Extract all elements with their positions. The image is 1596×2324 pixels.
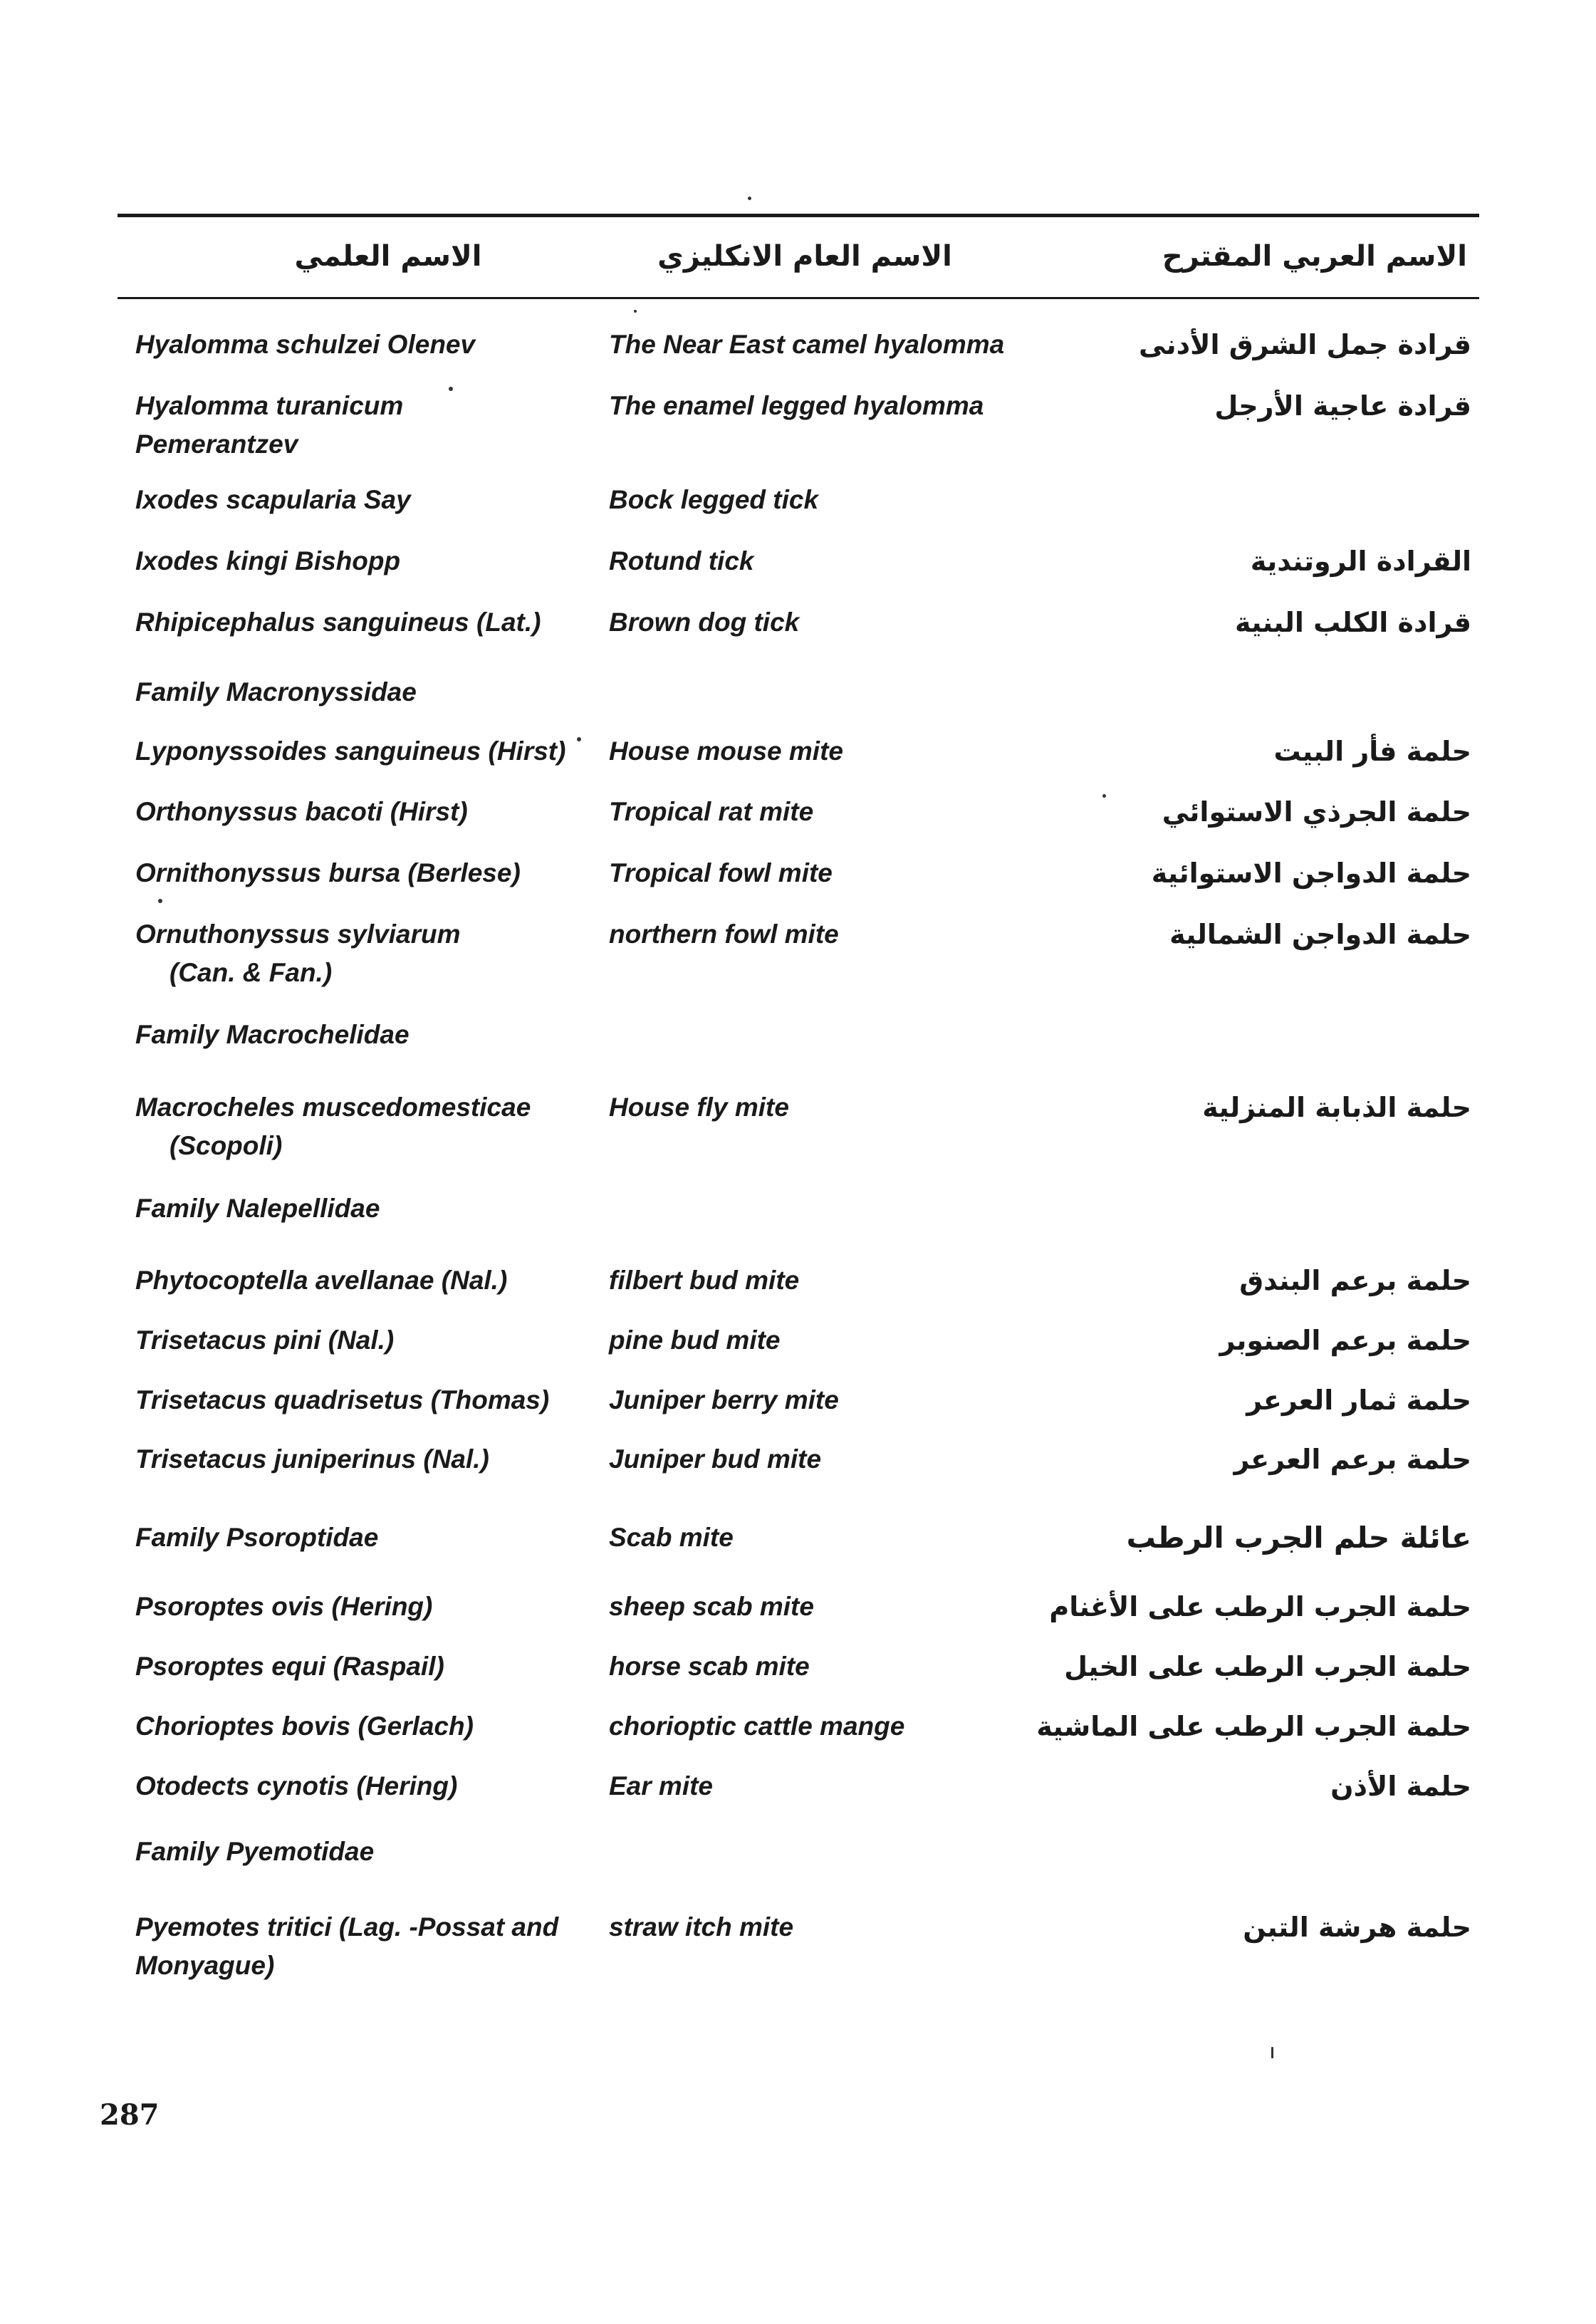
header-english-name: الاسم العام الانكليزي: [657, 240, 952, 273]
scientific-name-line1: Trisetacus quadrisetus (Thomas): [135, 1385, 550, 1414]
family-name-text: Family Macronyssidae: [135, 677, 417, 707]
header-scientific-name: الاسم العلمي: [294, 240, 482, 273]
scientific-name: [135, 915, 577, 992]
family-arabic-name: عائلة حلم الجرب الرطب: [1126, 1521, 1471, 1555]
arabic-name: القرادة الروتندية: [1250, 546, 1471, 577]
english-name: The Near East camel hyalomma: [609, 330, 1005, 359]
family-name: [135, 1016, 577, 1054]
english-name: horse scab mite: [609, 1652, 810, 1681]
scientific-name-line1: Ornuthonyssus sylviarum: [135, 919, 461, 949]
scientific-name-line2: Pemerantzev: [135, 429, 298, 459]
scientific-name: [135, 542, 577, 580]
family-name-text: Family Nalepellidae: [135, 1194, 380, 1223]
scan-speck: [748, 197, 751, 200]
english-name: straw itch mite: [609, 1912, 794, 1942]
arabic-name: حلمة الجرب الرطب على الخيل: [1064, 1651, 1471, 1682]
family-name: [135, 1189, 577, 1228]
scan-speck: [1271, 2047, 1273, 2058]
english-name: Rotund tick: [609, 546, 754, 575]
scientific-name-line1: Hyalomma turanicum: [135, 391, 404, 420]
english-name: Juniper berry mite: [609, 1385, 839, 1414]
arabic-name: حلمة الدواجن الاستوائية: [1151, 858, 1471, 889]
arabic-name: حلمة برعم العرعر: [1233, 1444, 1471, 1475]
scientific-name: [135, 1321, 577, 1360]
scientific-name: [135, 854, 577, 892]
header-arabic-name: الاسم العربي المقترح: [1162, 240, 1467, 273]
family-english-name: Scab mite: [609, 1523, 734, 1552]
english-name: Tropical rat mite: [609, 797, 814, 826]
arabic-name: حلمة الذبابة المنزلية: [1202, 1092, 1471, 1123]
scientific-name-line1: Ixodes kingi Bishopp: [135, 546, 401, 575]
scientific-name: [135, 1647, 577, 1686]
page-number: 287: [100, 2098, 160, 2132]
arabic-name: حلمة الدواجن الشمالية: [1169, 919, 1471, 950]
scientific-name: [135, 603, 577, 642]
arabic-name: حلمة الجرب الرطب على الأغنام: [1049, 1591, 1471, 1622]
arabic-name: حلمة الأذن: [1330, 1771, 1471, 1802]
arabic-name: قرادة الكلب البنية: [1235, 607, 1471, 638]
english-name: sheep scab mite: [609, 1592, 814, 1621]
scientific-name-line1: Ixodes scapularia Say: [135, 485, 411, 514]
scientific-name: [135, 1381, 577, 1419]
arabic-name: حلمة هرشة التبن: [1243, 1912, 1471, 1943]
scientific-name-line1: Chorioptes bovis (Gerlach): [135, 1711, 474, 1741]
scientific-name: [135, 1440, 577, 1479]
english-name: Juniper bud mite: [609, 1444, 822, 1474]
english-name: Brown dog tick: [609, 608, 800, 637]
english-name: House mouse mite: [609, 736, 843, 766]
scan-speck: [577, 737, 581, 741]
english-name: chorioptic cattle mange: [609, 1711, 905, 1741]
scientific-name-line1: Otodects cynotis (Hering): [135, 1771, 458, 1801]
scientific-name: [135, 1707, 577, 1746]
scientific-name-line1: Phytocoptella avellanae (Nal.): [135, 1266, 508, 1295]
english-name: The enamel legged hyalomma: [609, 391, 984, 420]
arabic-name: حلمة الجرب الرطب على الماشية: [1036, 1711, 1471, 1742]
scientific-name-line1: Rhipicephalus sanguineus (Lat.): [135, 608, 541, 637]
family-name: [135, 1518, 577, 1557]
scientific-name-line1: Lyponyssoides sanguineus (Hirst): [135, 736, 566, 766]
header-rule: [118, 297, 1479, 299]
scientific-name: [135, 1088, 577, 1165]
scientific-name: [135, 1767, 577, 1805]
scientific-name: [135, 732, 577, 771]
scan-speck: [449, 387, 453, 391]
english-name: Ear mite: [609, 1771, 714, 1801]
top-rule: [118, 214, 1479, 217]
english-name: Bock legged tick: [609, 485, 819, 514]
english-name: filbert bud mite: [609, 1266, 800, 1295]
arabic-name: حلمة فأر البيت: [1273, 736, 1471, 767]
scan-speck: [1102, 794, 1106, 798]
english-name: northern fowl mite: [609, 919, 839, 949]
arabic-name: حلمة برعم الصنوبر: [1219, 1325, 1471, 1356]
arabic-name: حلمة ثمار العرعر: [1246, 1385, 1471, 1416]
scientific-name-line1: Macrocheles muscedomesticae: [135, 1093, 531, 1122]
scientific-name-line1: Orthonyssus bacoti (Hirst): [135, 797, 468, 826]
english-name: House fly mite: [609, 1093, 789, 1122]
scientific-name-line2: (Can. & Fan.): [169, 958, 333, 987]
scientific-name-line1: Ornithonyssus bursa (Berlese): [135, 858, 521, 887]
scientific-name-line2: (Scopoli): [169, 1131, 283, 1160]
scientific-name-line1: Trisetacus pini (Nal.): [135, 1325, 395, 1355]
scientific-name: [135, 1908, 577, 1985]
scientific-name: [135, 793, 577, 831]
english-name: pine bud mite: [609, 1325, 781, 1355]
family-name: [135, 1833, 577, 1871]
arabic-name: حلمة برعم البندق: [1239, 1265, 1471, 1296]
scan-speck: [634, 310, 637, 313]
scientific-name-line1: Trisetacus juniperinus (Nal.): [135, 1444, 489, 1474]
scientific-name: [135, 1588, 577, 1626]
scientific-name: [135, 325, 577, 364]
arabic-name: قرادة جمل الشرق الأدنى: [1138, 329, 1471, 360]
scientific-name: [135, 481, 577, 519]
scientific-name-line1: Psoroptes equi (Raspail): [135, 1652, 444, 1681]
scan-speck: [158, 899, 162, 903]
family-name: [135, 673, 577, 712]
scientific-name: [135, 1261, 577, 1300]
arabic-name: قرادة عاجية الأرجل: [1214, 390, 1471, 422]
arabic-name: حلمة الجرذي الاستوائي: [1162, 796, 1471, 828]
english-name: Tropical fowl mite: [609, 858, 833, 887]
scientific-name-line1: Psoroptes ovis (Hering): [135, 1592, 433, 1621]
scientific-name-line1: Hyalomma schulzei Olenev: [135, 330, 476, 359]
scientific-name: [135, 387, 577, 464]
family-name-text: Family Macrochelidae: [135, 1020, 410, 1049]
scientific-name-line2: Monyague): [135, 1951, 275, 1980]
scientific-name-line1: Pyemotes tritici (Lag. -Possat and: [135, 1912, 559, 1942]
family-name-text: Family Psoroptidae: [135, 1523, 379, 1552]
family-name-text: Family Pyemotidae: [135, 1837, 375, 1866]
